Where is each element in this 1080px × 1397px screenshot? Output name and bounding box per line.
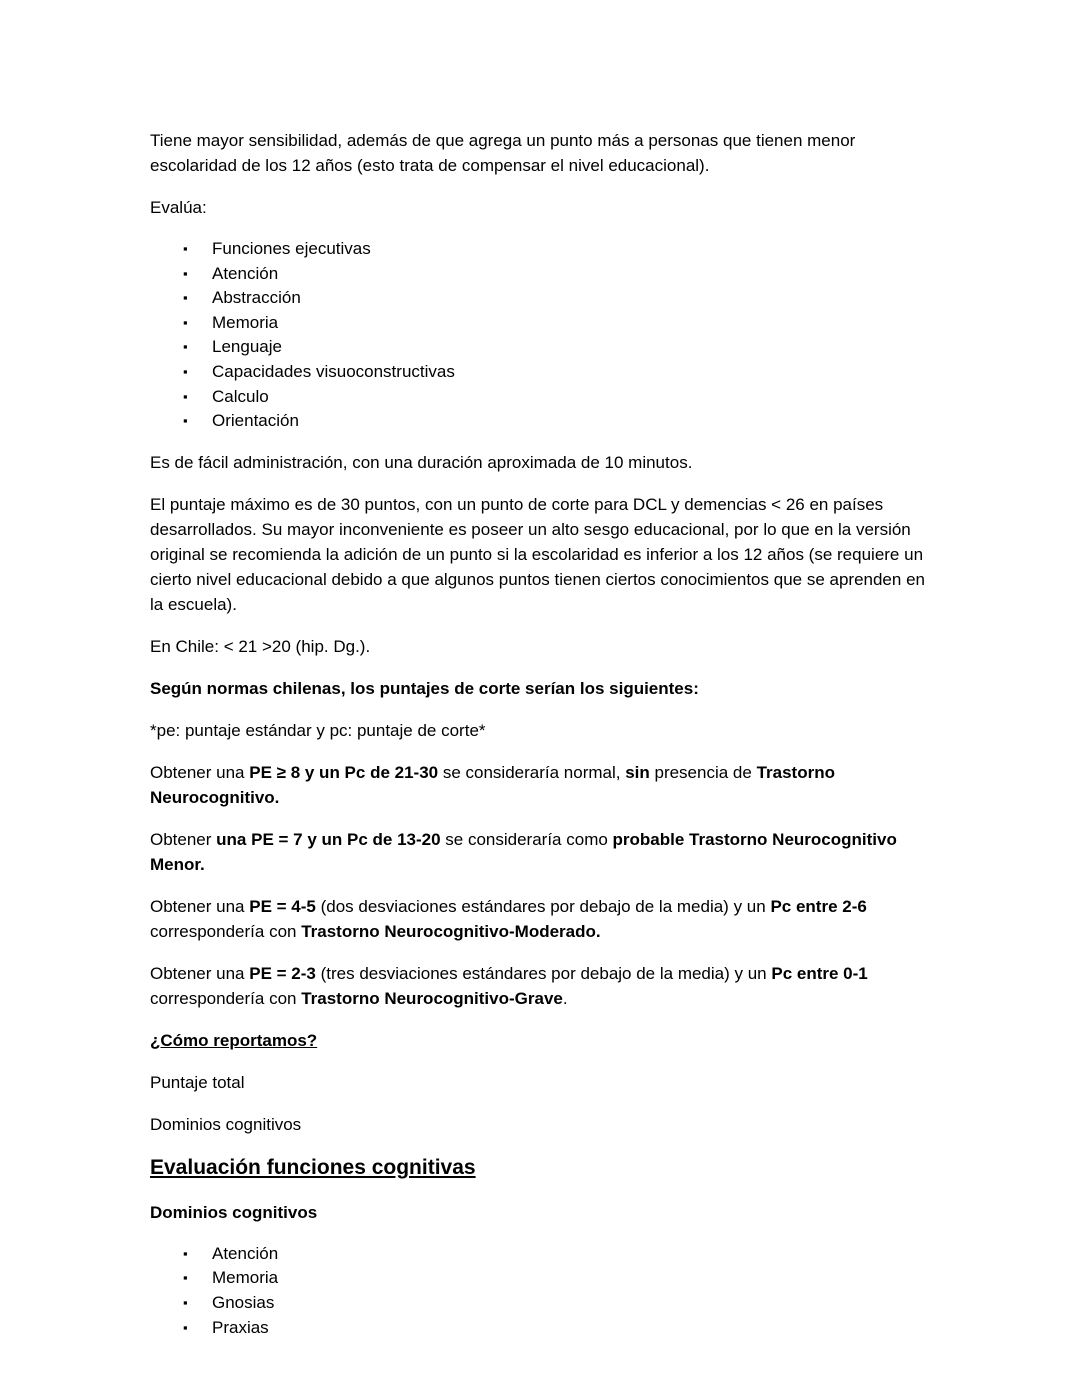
paragraph-intro [150,128,932,178]
paragraph-puntaje-maximo [150,492,932,617]
text-run: Evalúa: [150,198,207,217]
text-run: Trastorno Neurocognitivo-Moderado. [301,921,601,941]
text-run: Obtener una [150,896,250,916]
paragraph-normas-chilenas [150,676,932,701]
text-run: PE = 4-5 [249,896,316,916]
paragraph-pe-pc-note [150,718,932,743]
text-run: correspondería con [150,988,302,1008]
text-run: PE = 2-3 [249,963,316,983]
text-run: PE ≥ 8 y un Pc de 21-30 [249,762,439,782]
list-item: ▪ Funciones ejecutivas [150,237,932,262]
text-run: correspondería con [150,921,302,941]
list-item: ▪ Memoria [150,311,932,336]
paragraph-dominios-cognitivos [150,1112,932,1137]
list-item: ▪ Memoria [150,1266,932,1291]
text-run: Según normas chilenas, los puntajes de corte serían los siguientes: [150,678,699,698]
paragraph-puntaje-total [150,1070,932,1095]
text-run: presencia de [649,762,757,782]
text-run: Trastorno Neurocognitivo. [150,762,835,807]
text-run: ¿Cómo reportamos? [150,1030,318,1050]
list-item: ▪ Orientación [150,409,932,434]
text-run: Pc entre 2-6 [770,896,867,916]
text-run: Trastorno Neurocognitivo-Grave [301,988,563,1008]
paragraph-en-chile [150,634,932,659]
text-run: (dos desviaciones estándares por debajo de la media) y un [315,896,771,916]
text-run: una PE = 7 y un Pc de 13-20 [216,829,441,849]
text-run: Dominios cognitivos [150,1114,302,1134]
list-item: ▪ Abstracción [150,286,932,311]
paragraph-dominios-cognitivos-bold [150,1200,932,1225]
section-heading-evaluacion [150,1154,932,1182]
text-run: *pe: puntaje estándar y pc: puntaje de corte* [150,720,486,740]
text-run: se consideraría normal, [438,762,626,782]
text-run: Obtener [150,829,217,849]
text-run: El puntaje máximo es de 30 puntos, con un punto de corte para DCL y demencias < 26 en países desarrollados. Su mayor inconveniente es poseer un alto sesgo educacional, por lo que en la versión original se recomienda la adición de un punto si la escolaridad es inferior a los 12 años (se requiere un cierto nivel educacional debido a que algunos puntos tienen ciertos conocimientos que se aprenden en la escuela). [150,494,925,614]
text-run: Es de fácil administración, con una duración aproximada de 10 minutos. [150,452,693,472]
text-run: Obtener una [150,762,250,782]
bullet-list-dominios [150,1242,932,1340]
text-run: Obtener una [150,963,250,983]
text-run: Tiene mayor sensibilidad, además de que agrega un punto más a personas que tienen menor escolaridad de los 12 años (esto trata de compensar el nivel educacional). [150,131,856,175]
text-run: probable Trastorno Neurocognitivo Menor. [150,829,897,874]
list-item: ▪ Calculo [150,385,932,410]
text-run: (tres desviaciones estándares por debajo de la media) y un [315,963,772,983]
paragraph-pe23-grave [150,961,932,1011]
text-run: sin [625,762,650,782]
list-item: ▪ Lenguaje [150,335,932,360]
text-run: . [562,988,568,1008]
paragraph-pe8-normal [150,760,932,810]
list-item: ▪ Atención [150,262,932,287]
paragraph-evalua-label [150,195,932,220]
text-run: Evaluación funciones cognitivas [150,1155,476,1179]
text-run: se consideraría como [440,829,613,849]
text-run: Pc entre 0-1 [771,963,868,983]
subheading-como-reportamos [150,1028,932,1053]
text-run: Dominios cognitivos [150,1202,318,1222]
list-item: ▪ Capacidades visuoconstructivas [150,360,932,385]
list-item: ▪ Gnosias [150,1291,932,1316]
bullet-list-evalua [150,237,932,434]
text-run: En Chile: < 21 >20 (hip. Dg.). [150,636,371,656]
text-run: Puntaje total [150,1072,245,1092]
paragraph-administracion [150,450,932,475]
paragraph-pe45-moderado [150,894,932,944]
paragraph-pe7-menor [150,827,932,877]
list-item: ▪ Praxias [150,1316,932,1341]
list-item: ▪ Atención [150,1242,932,1267]
